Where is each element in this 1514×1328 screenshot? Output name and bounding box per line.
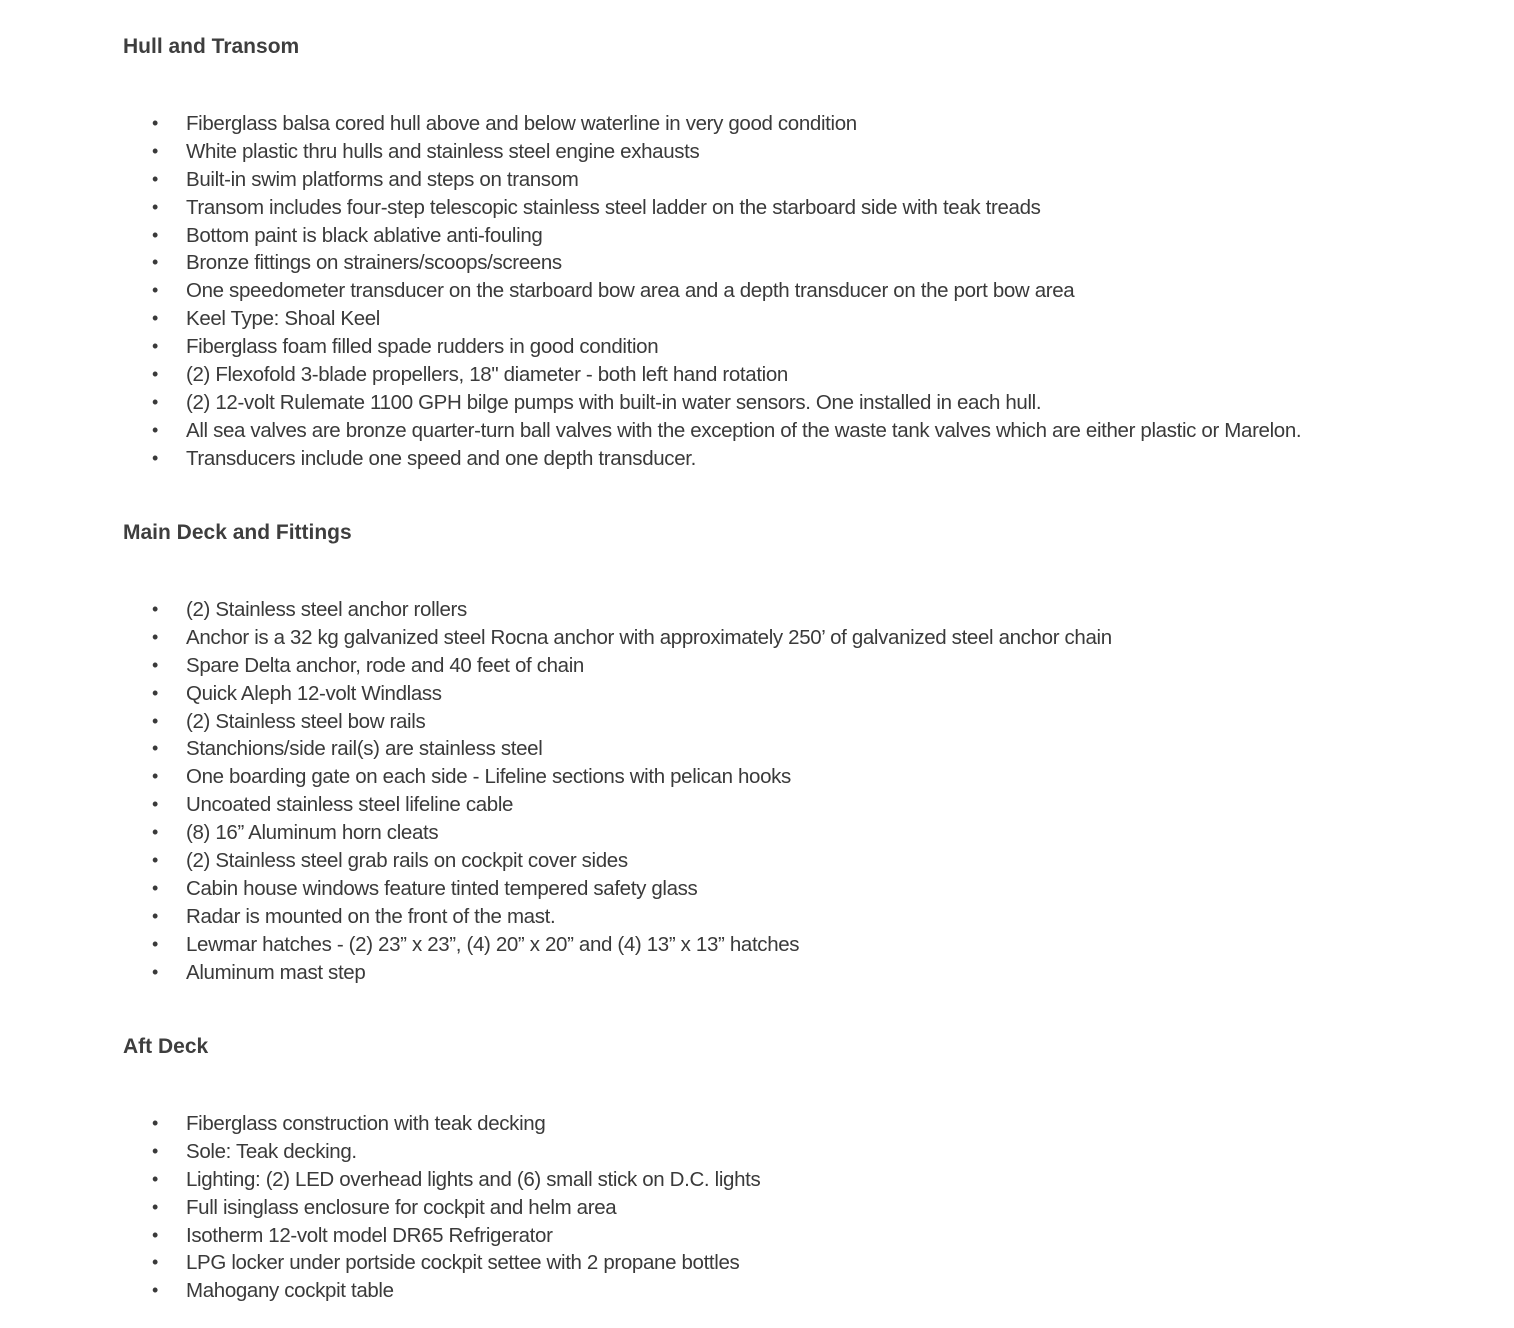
- list-item: [123, 1166, 760, 1194]
- list-item-text: Bottom paint is black ablative anti-fouling: [186, 223, 543, 247]
- bullet-icon: •: [152, 738, 158, 759]
- list-item-text: Lewmar hatches - (2) 23” x 23”, (4) 20” x 20” and (4) 13” x 13” hatches: [186, 932, 800, 956]
- bullet-icon: •: [152, 419, 158, 440]
- list-item: [123, 1249, 760, 1277]
- feature-list: [123, 110, 1301, 473]
- list-item: [123, 445, 1301, 473]
- list-item: [123, 277, 1301, 305]
- list-item-text: Mahogany cockpit table: [186, 1279, 394, 1303]
- list-item: [123, 791, 1112, 819]
- bullet-icon: •: [152, 1196, 158, 1217]
- list-item: [123, 333, 1301, 361]
- list-item: [123, 138, 1301, 166]
- list-item: [123, 708, 1112, 736]
- section-title: Aft Deck: [123, 1035, 209, 1058]
- list-item-text: Radar is mounted on the front of the mast.: [186, 904, 556, 928]
- list-item: [123, 875, 1112, 903]
- bullet-icon: •: [152, 224, 158, 245]
- bullet-icon: •: [152, 364, 158, 385]
- list-item-text: Sole: Teak decking.: [186, 1139, 357, 1163]
- list-item: [123, 847, 1112, 875]
- bullet-icon: •: [152, 252, 158, 273]
- list-item: [123, 222, 1301, 250]
- list-item-text: Fiberglass construction with teak decking: [186, 1112, 546, 1135]
- list-item-text: (8) 16” Aluminum horn cleats: [186, 821, 439, 845]
- list-item: [123, 903, 1112, 931]
- bullet-icon: •: [152, 1252, 158, 1273]
- list-item: [123, 959, 1112, 987]
- bullet-icon: •: [152, 391, 158, 412]
- bullet-icon: •: [152, 877, 158, 898]
- list-item: [123, 1222, 760, 1250]
- list-item: [123, 931, 1112, 959]
- list-item: [123, 249, 1301, 277]
- list-item: [123, 624, 1112, 652]
- bullet-icon: •: [152, 196, 158, 217]
- list-item: [123, 389, 1301, 417]
- list-item: [123, 1138, 760, 1166]
- list-item-text: Fiberglass foam filled spade rudders in good condition: [186, 335, 659, 359]
- list-item-text: Full isinglass enclosure for cockpit and helm area: [186, 1195, 617, 1219]
- bullet-icon: •: [152, 850, 158, 871]
- list-item: [123, 110, 1301, 138]
- bullet-icon: •: [152, 766, 158, 787]
- list-item-text: (2) Stainless steel grab rails on cockpit cover sides: [186, 849, 628, 873]
- list-item: [123, 361, 1301, 389]
- list-item: [123, 417, 1301, 445]
- list-item: [123, 1110, 760, 1138]
- list-item: [123, 194, 1301, 222]
- list-item-text: (2) Stainless steel anchor rollers: [186, 598, 467, 621]
- feature-list: [123, 596, 1112, 986]
- list-item: [123, 305, 1301, 333]
- bullet-icon: •: [152, 933, 158, 954]
- list-item-text: Isotherm 12-volt model DR65 Refrigerator: [186, 1223, 553, 1247]
- list-item-text: One boarding gate on each side - Lifeline sections with pelican hooks: [186, 765, 791, 789]
- bullet-icon: •: [152, 308, 158, 329]
- bullet-icon: •: [152, 822, 158, 843]
- list-item-text: All sea valves are bronze quarter-turn ball valves with the exception of the waste tank valves which are either plastic or Marelon.: [186, 418, 1302, 442]
- bullet-icon: •: [152, 140, 158, 161]
- bullet-icon: •: [152, 626, 158, 647]
- list-item-text: Quick Aleph 12-volt Windlass: [186, 681, 442, 705]
- bullet-icon: •: [152, 280, 158, 301]
- list-item-text: Fiberglass balsa cored hull above and below waterline in very good condition: [186, 112, 857, 135]
- list-item-text: Uncoated stainless steel lifeline cable: [186, 793, 514, 817]
- bullet-icon: •: [152, 654, 158, 675]
- list-item: [123, 166, 1301, 194]
- list-item-text: Keel Type: Shoal Keel: [186, 307, 380, 331]
- bullet-icon: •: [152, 794, 158, 815]
- bullet-icon: •: [152, 168, 158, 189]
- bullet-icon: •: [152, 1280, 158, 1301]
- list-item-text: (2) 12-volt Rulemate 1100 GPH bilge pumps with built-in water sensors. One installed in each hull.: [186, 390, 1042, 414]
- list-item: [123, 735, 1112, 763]
- list-item-text: Cabin house windows feature tinted tempered safety glass: [186, 876, 698, 900]
- list-item-text: (2) Flexofold 3-blade propellers, 18" diameter - both left hand rotation: [186, 363, 788, 387]
- list-item-text: Spare Delta anchor, rode and 40 feet of chain: [186, 653, 584, 677]
- list-item-text: Lighting: (2) LED overhead lights and (6) small stick on D.C. lights: [186, 1167, 761, 1191]
- bullet-icon: •: [152, 599, 158, 619]
- list-item-text: (2) Stainless steel bow rails: [186, 709, 426, 733]
- bullet-icon: •: [152, 113, 158, 133]
- list-item-text: Anchor is a 32 kg galvanized steel Rocna anchor with approximately 250’ of galvanized steel anchor chain: [186, 625, 1112, 649]
- list-item-text: Aluminum mast step: [186, 960, 366, 984]
- list-item-text: Built-in swim platforms and steps on transom: [186, 167, 579, 191]
- list-item: [123, 1194, 760, 1222]
- list-item-text: LPG locker under portside cockpit settee with 2 propane bottles: [186, 1251, 740, 1275]
- list-item-text: One speedometer transducer on the starboard bow area and a depth transducer on the port bow area: [186, 279, 1075, 303]
- bullet-icon: •: [152, 1113, 158, 1133]
- list-item: [123, 763, 1112, 791]
- bullet-icon: •: [152, 336, 158, 357]
- bullet-icon: •: [152, 710, 158, 731]
- bullet-icon: •: [152, 1140, 158, 1161]
- list-item: [123, 680, 1112, 708]
- list-item-text: Transducers include one speed and one depth transducer.: [186, 446, 696, 470]
- list-item: [123, 819, 1112, 847]
- bullet-icon: •: [152, 447, 158, 468]
- list-item-text: White plastic thru hulls and stainless steel engine exhausts: [186, 139, 700, 163]
- list-item: [123, 596, 1112, 624]
- feature-list: [123, 1110, 760, 1305]
- section-title: Hull and Transom: [123, 35, 300, 58]
- list-item: [123, 1277, 760, 1305]
- bullet-icon: •: [152, 682, 158, 703]
- bullet-icon: •: [152, 1168, 158, 1189]
- list-item-text: Transom includes four-step telescopic stainless steel ladder on the starboard side with teak treads: [186, 195, 1041, 219]
- bullet-icon: •: [152, 1224, 158, 1245]
- section-title: Main Deck and Fittings: [123, 521, 352, 544]
- bullet-icon: •: [152, 905, 158, 926]
- list-item-text: Stanchions/side rail(s) are stainless steel: [186, 737, 543, 761]
- bullet-icon: •: [152, 961, 158, 982]
- list-item-text: Bronze fittings on strainers/scoops/screens: [186, 251, 562, 275]
- list-item: [123, 652, 1112, 680]
